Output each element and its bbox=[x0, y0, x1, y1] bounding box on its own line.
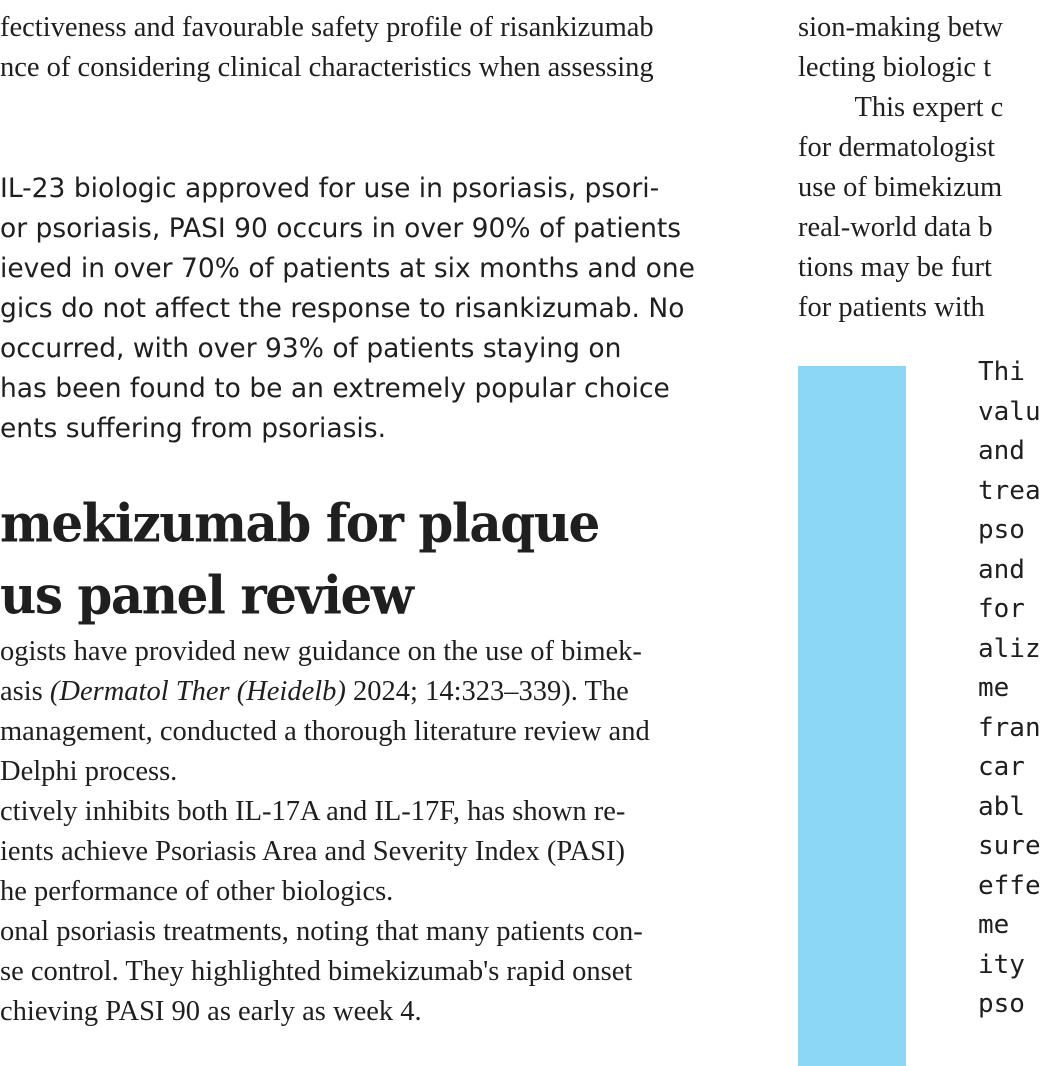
body-line-citation bbox=[0, 672, 629, 712]
right-column bbox=[798, 0, 1041, 1024]
summary-line: gics do not affect the response to risankizumab. No bbox=[0, 293, 685, 324]
summary-line: ieved in over 70% of patients at six months and one bbox=[0, 253, 695, 284]
right-paragraph-line: This expert c bbox=[798, 92, 1004, 123]
top-paragraph-line: nce of considering clinical characteristics when assessing bbox=[0, 52, 654, 83]
callout-line: pso bbox=[978, 515, 1025, 545]
right-paragraph-line: lecting biologic t bbox=[798, 52, 992, 83]
body-line: he performance of other biologics. bbox=[0, 876, 394, 907]
callout-line: pso bbox=[978, 989, 1025, 1019]
summary-line: or psoriasis, PASI 90 occurs in over 90% of patients bbox=[0, 213, 682, 244]
body-line: ients achieve Psoriasis Area and Severity Index (PASI) bbox=[0, 836, 626, 867]
callout-line: ity bbox=[978, 950, 1025, 980]
callout-line: me bbox=[978, 673, 1010, 703]
callout-line: and bbox=[978, 555, 1025, 585]
callout-line: fran bbox=[978, 713, 1041, 743]
summary-line: IL-23 biologic approved for use in psoriasis, psori- bbox=[0, 173, 660, 204]
right-paragraph-line: real-world data b bbox=[798, 212, 993, 243]
callout-line: abl bbox=[978, 792, 1025, 822]
top-paragraph-line: fectiveness and favourable safety profile of risankizumab bbox=[0, 12, 654, 43]
right-paragraph-line: sion-making betw bbox=[798, 12, 1004, 43]
callout-line: aliz bbox=[978, 634, 1041, 664]
right-paragraph-line: use of bimekizum bbox=[798, 172, 1003, 203]
summary-line: occurred, with over 93% of patients staying on bbox=[0, 333, 622, 364]
callout-line: effe bbox=[978, 871, 1041, 901]
body-line: chieving PASI 90 as early as week 4. bbox=[0, 996, 422, 1027]
right-paragraph-line: for patients with bbox=[798, 292, 985, 323]
summary-line: has been found to be an extremely popular choice bbox=[0, 373, 670, 404]
journal-citation: (Dermatol Ther (Heidelb) bbox=[49, 676, 346, 707]
callout-line: for bbox=[978, 594, 1025, 624]
callout-line: valu bbox=[978, 397, 1041, 427]
callout-line: me bbox=[978, 910, 1010, 940]
callout-line: car bbox=[978, 752, 1025, 782]
article-heading-line: us panel review bbox=[0, 564, 413, 627]
summary-line: ents suffering from psoriasis. bbox=[0, 413, 387, 444]
callout-line: Thi bbox=[978, 357, 1025, 387]
callout-line: and bbox=[978, 436, 1025, 466]
body-line: management, conducted a thorough literature review and bbox=[0, 716, 650, 747]
body-line: se control. They highlighted bimekizumab's rapid onset bbox=[0, 956, 633, 987]
body-line: onal psoriasis treatments, noting that many patients con- bbox=[0, 916, 643, 947]
body-line: ogists have provided new guidance on the use of bimek- bbox=[0, 636, 642, 667]
body-text: asis bbox=[0, 676, 50, 707]
right-paragraph-line: for dermatologist bbox=[798, 132, 996, 163]
callout-accent-bar bbox=[798, 366, 906, 1066]
article-heading-line: mekizumab for plaque bbox=[0, 492, 599, 555]
callout-line: sure bbox=[978, 831, 1041, 861]
body-line: Delphi process. bbox=[0, 756, 178, 787]
body-line: ctively inhibits both IL-17A and IL-17F, has shown re- bbox=[0, 796, 626, 827]
right-paragraph-line: tions may be furt bbox=[798, 252, 992, 283]
callout-line: trea bbox=[978, 476, 1041, 506]
body-text: 2024; 14:323–339). The bbox=[345, 676, 629, 707]
